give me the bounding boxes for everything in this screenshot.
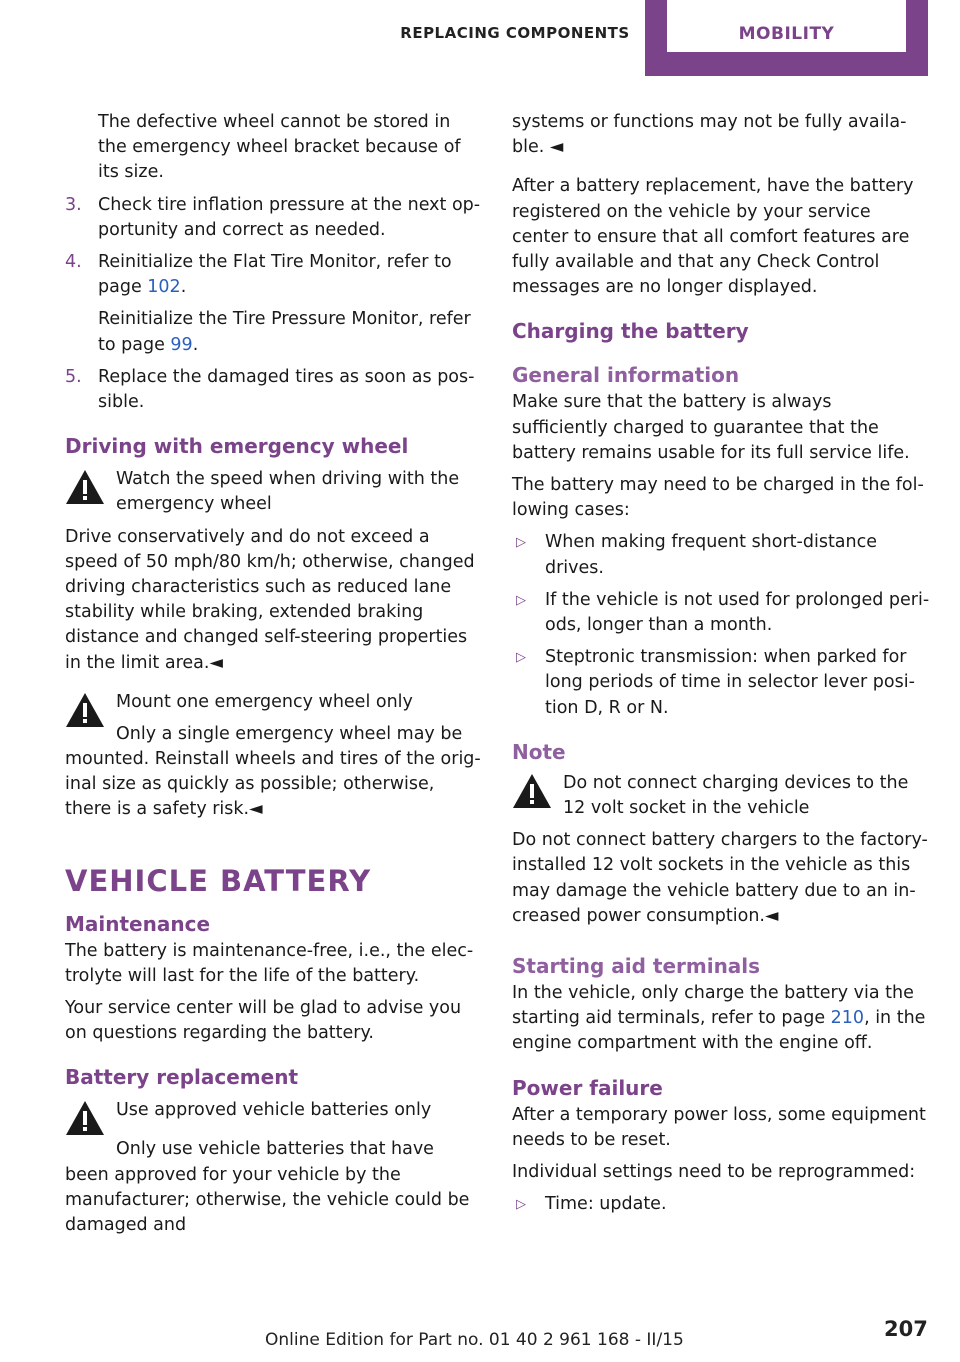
page-link-99[interactable]: 99 (170, 334, 193, 355)
list-item (512, 645, 930, 721)
list-item-text: Steptronic transmission: when parked for long periods of time in selector lever position D, R or N. (545, 647, 915, 718)
defective-wheel-note: The defective wheel cannot be stored in the emergency wheel bracket because of its size. (98, 112, 461, 183)
heading-general-information: General information (512, 363, 740, 388)
heading-starting-aid-terminals: Starting aid terminals (512, 954, 761, 979)
chapter-tab (645, 0, 928, 76)
maintenance-text-2: Your service center will be glad to advise you on questions regarding the battery. (65, 998, 462, 1044)
continued-text (512, 110, 930, 160)
general-text-2: The battery may need to be charged in the following cases: (512, 475, 924, 521)
warning-title: Do not connect charging devices to the 12 volt socket in the vehicle (563, 772, 909, 819)
list-item (512, 530, 930, 580)
heading-battery-replacement: Battery replacement (65, 1065, 299, 1090)
page-link-210[interactable]: 210 (830, 1008, 865, 1029)
warning-triangle-icon (512, 773, 552, 809)
end-mark: ◄ (249, 799, 263, 820)
warning-12v-socket (512, 771, 930, 821)
list-item-text: Time: update. (545, 1194, 667, 1215)
step-text: Replace the damaged tires as soon as possible. (98, 366, 475, 413)
page-number: 207 (884, 1317, 928, 1341)
warning-triangle-icon (65, 692, 105, 728)
warning-body: Only use vehicle batteries that have been approved for your vehicle by the manufacturer; otherwise, the vehicle could be damaged and (65, 1139, 470, 1236)
right-column (512, 110, 930, 1225)
step-number: 3. (65, 194, 82, 215)
step-3 (65, 193, 483, 243)
continued-body: systems or functions may not be fully available. (512, 112, 907, 158)
list-item-text: When making frequent short-distance drives. (545, 532, 878, 578)
list-item (512, 1192, 930, 1217)
step-text-end: . (180, 277, 187, 298)
left-column (65, 110, 483, 1245)
step-4 (65, 250, 483, 300)
end-mark: ◄ (209, 652, 223, 673)
after-replacement-text: After a battery replacement, have the battery registered on the vehicle by your service center to ensure that all comfort features are fully available and that any Check Control messages are no longer displayed. (512, 176, 914, 298)
bullet-icon: ▷ (516, 592, 526, 608)
warning-speed (65, 467, 483, 517)
bullet-icon: ▷ (516, 1197, 526, 1213)
bullet-icon: ▷ (516, 650, 526, 666)
heading-charging-battery: Charging the battery (512, 319, 749, 344)
maintenance-text-1: The battery is maintenance-free, i.e., the electrolyte will last for the life of the battery. (65, 940, 474, 986)
warning-text: Do not connect battery chargers to the factory-installed 12 volt sockets in the vehicle as this may damage the vehicle battery due to an increased power consumption. (512, 830, 928, 926)
end-mark: ◄ (549, 137, 564, 158)
starting-text: In the vehicle, only charge the battery via the starting aid terminals, refer to page (512, 983, 914, 1029)
warning-title: Mount one emergency wheel only (116, 691, 413, 712)
step-text: Reinitialize the Flat Tire Monitor, refer to page (98, 252, 452, 298)
heading-note: Note (512, 739, 566, 764)
warning-approved-batteries (65, 1098, 483, 1138)
step-text: Reinitialize the Tire Pressure Monitor, refer to page (98, 309, 471, 355)
step-number: 5. (65, 366, 82, 387)
warning-triangle-icon (65, 469, 105, 505)
list-item (512, 588, 930, 638)
step-number: 4. (65, 252, 82, 273)
chapter-section-title: REPLACING COMPONENTS (400, 24, 630, 42)
general-text-1: Make sure that the battery is always sufficiently charged to guarantee that the battery remains usable for its full service life. (512, 392, 910, 463)
heading-vehicle-battery: VEHICLE BATTERY (65, 863, 372, 898)
heading-power-failure: Power failure (512, 1075, 663, 1100)
warning-triangle-icon (65, 1100, 105, 1136)
list-item-text: If the vehicle is not used for prolonged periods, longer than a month. (545, 589, 930, 636)
chapter-tab-label: MOBILITY (667, 0, 906, 52)
power-failure-text-2: Individual settings need to be reprogrammed: (512, 1162, 916, 1183)
warning-body (512, 828, 930, 929)
starting-text-end: , in the engine compartment with the engine off. (512, 1008, 926, 1054)
heading-maintenance: Maintenance (65, 911, 211, 936)
heading-driving-emergency-wheel: Driving with emergency wheel (65, 434, 409, 459)
end-mark: ◄ (765, 905, 779, 926)
warning-text: Only a single emergency wheel may be mounted. Reinstall wheels and tires of the original size as quickly as possible; otherwise, there is a safety risk. (65, 723, 481, 820)
starting-aid-text (512, 981, 930, 1057)
warning-title: Watch the speed when driving with the emergency wheel (116, 469, 460, 515)
warning-body (65, 525, 483, 676)
warning-title: Use approved vehicle batteries only (116, 1100, 432, 1121)
power-failure-text-1: After a temporary power loss, some equipment needs to be reset. (512, 1104, 926, 1150)
step-text: Check tire inflation pressure at the next opportunity and correct as needed. (98, 194, 481, 240)
warning-text: Drive conservatively and do not exceed a speed of 50 mph/80 km/h; otherwise, changed driving characteristics such as reduced lane stability while braking, extended braking distance and changed self-steering properties in the limit area. (65, 526, 475, 673)
bullet-icon: ▷ (516, 535, 526, 551)
warning-body (65, 722, 483, 823)
edition-footer: Online Edition for Part no. 01 40 2 961 168 - II/15 (265, 1330, 684, 1350)
warning-one-wheel (65, 690, 483, 730)
step-text-end: . (192, 334, 199, 355)
step-4-extra (65, 307, 483, 357)
step-5 (65, 365, 483, 415)
page-link-102[interactable]: 102 (147, 277, 181, 298)
